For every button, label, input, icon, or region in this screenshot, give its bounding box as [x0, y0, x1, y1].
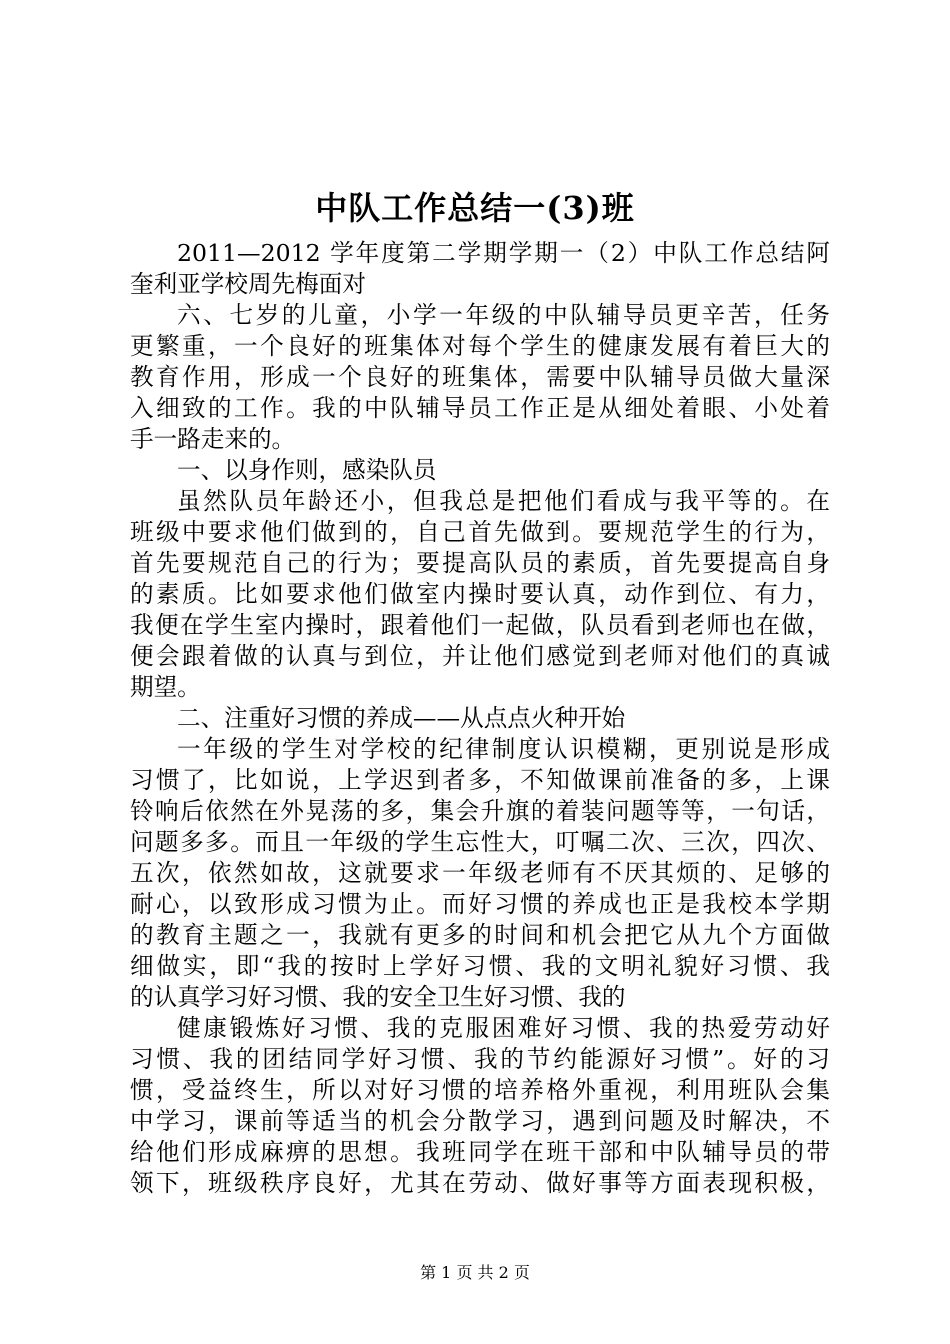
text-line: 耐心，以致形成习惯为止。而好习惯的养成也正是我校本学期: [130, 890, 830, 918]
text-line: 细做实，即“我的按时上学好习惯、我的文明礼貌好习惯、我: [130, 952, 830, 980]
text-line: 教育作用，形成一个良好的班集体，需要中队辅导员做大量深: [130, 363, 830, 391]
document-body: [130, 238, 830, 1199]
text-line: 更繁重，一个良好的班集体对每个学生的健康发展有着巨大的: [130, 332, 830, 360]
text-line: 铃响后依然在外晃荡的多，集会升旗的着装问题等等，一句话，: [130, 797, 830, 825]
text-line: 习惯、我的团结同学好习惯、我的节约能源好习惯”。好的习: [130, 1045, 830, 1073]
text-line: 班级中要求他们做到的，自己首先做到。要规范学生的行为，: [130, 518, 830, 546]
text-line: 的认真学习好习惯、我的安全卫生好习惯、我的: [130, 983, 626, 1011]
text-line: 给他们形成麻痹的思想。我班同学在班干部和中队辅导员的带: [130, 1138, 830, 1166]
document-title: 中队工作总结一(3)班: [315, 189, 635, 227]
text-line: 一年级的学生对学校的纪律制度认识模糊，更别说是形成: [177, 735, 830, 763]
text-line: 习惯了，比如说，上学迟到者多，不知做课前准备的多，上课: [130, 766, 830, 794]
text-line: 期望。: [130, 673, 201, 701]
text-line: 五次，依然如故，这就要求一年级老师有不厌其烦的、足够的: [130, 859, 830, 887]
text-line: 的教育主题之一，我就有更多的时间和机会把它从九个方面做: [130, 921, 830, 949]
text-line: 2011—2012 学年度第二学期学期一（2）中队工作总结阿: [177, 239, 830, 267]
text-line: 二、注重好习惯的养成——从点点火种开始: [177, 704, 626, 732]
text-line: 的素质。比如要求他们做室内操时要认真，动作到位、有力，: [130, 580, 830, 608]
text-line: 手一路走来的。: [130, 425, 296, 453]
text-line: 领下，班级秩序良好，尤其在劳动、做好事等方面表现积极，: [130, 1169, 830, 1197]
page-footer: 第 1 页 共 2 页: [420, 1263, 530, 1282]
text-line: 惯，受益终生，所以对好习惯的培养格外重视，利用班队会集: [130, 1076, 830, 1104]
text-line: 我便在学生室内操时，跟着他们一起做，队员看到老师也在做，: [130, 611, 830, 639]
text-line: 问题多多。而且一年级的学生忘性大，叮嘱二次、三次，四次、: [130, 828, 830, 856]
text-line: 虽然队员年龄还小，但我总是把他们看成与我平等的。在: [177, 487, 830, 515]
text-line: 一、以身作则，感染队员: [177, 456, 437, 484]
text-line: 入细致的工作。我的中队辅导员工作正是从细处着眼、小处着: [130, 394, 830, 422]
text-line: 六、七岁的儿童，小学一年级的中队辅导员更辛苦，任务: [177, 301, 830, 329]
text-line: 便会跟着做的认真与到位，并让他们感觉到老师对他们的真诚: [130, 642, 830, 670]
text-line: 中学习，课前等适当的机会分散学习，遇到问题及时解决，不: [130, 1107, 830, 1135]
text-line: 健康锻炼好习惯、我的克服困难好习惯、我的热爱劳动好: [177, 1014, 830, 1042]
text-line: 首先要规范自己的行为；要提高队员的素质，首先要提高自身: [130, 549, 830, 577]
text-line: 奎利亚学校周先梅面对: [130, 270, 366, 298]
